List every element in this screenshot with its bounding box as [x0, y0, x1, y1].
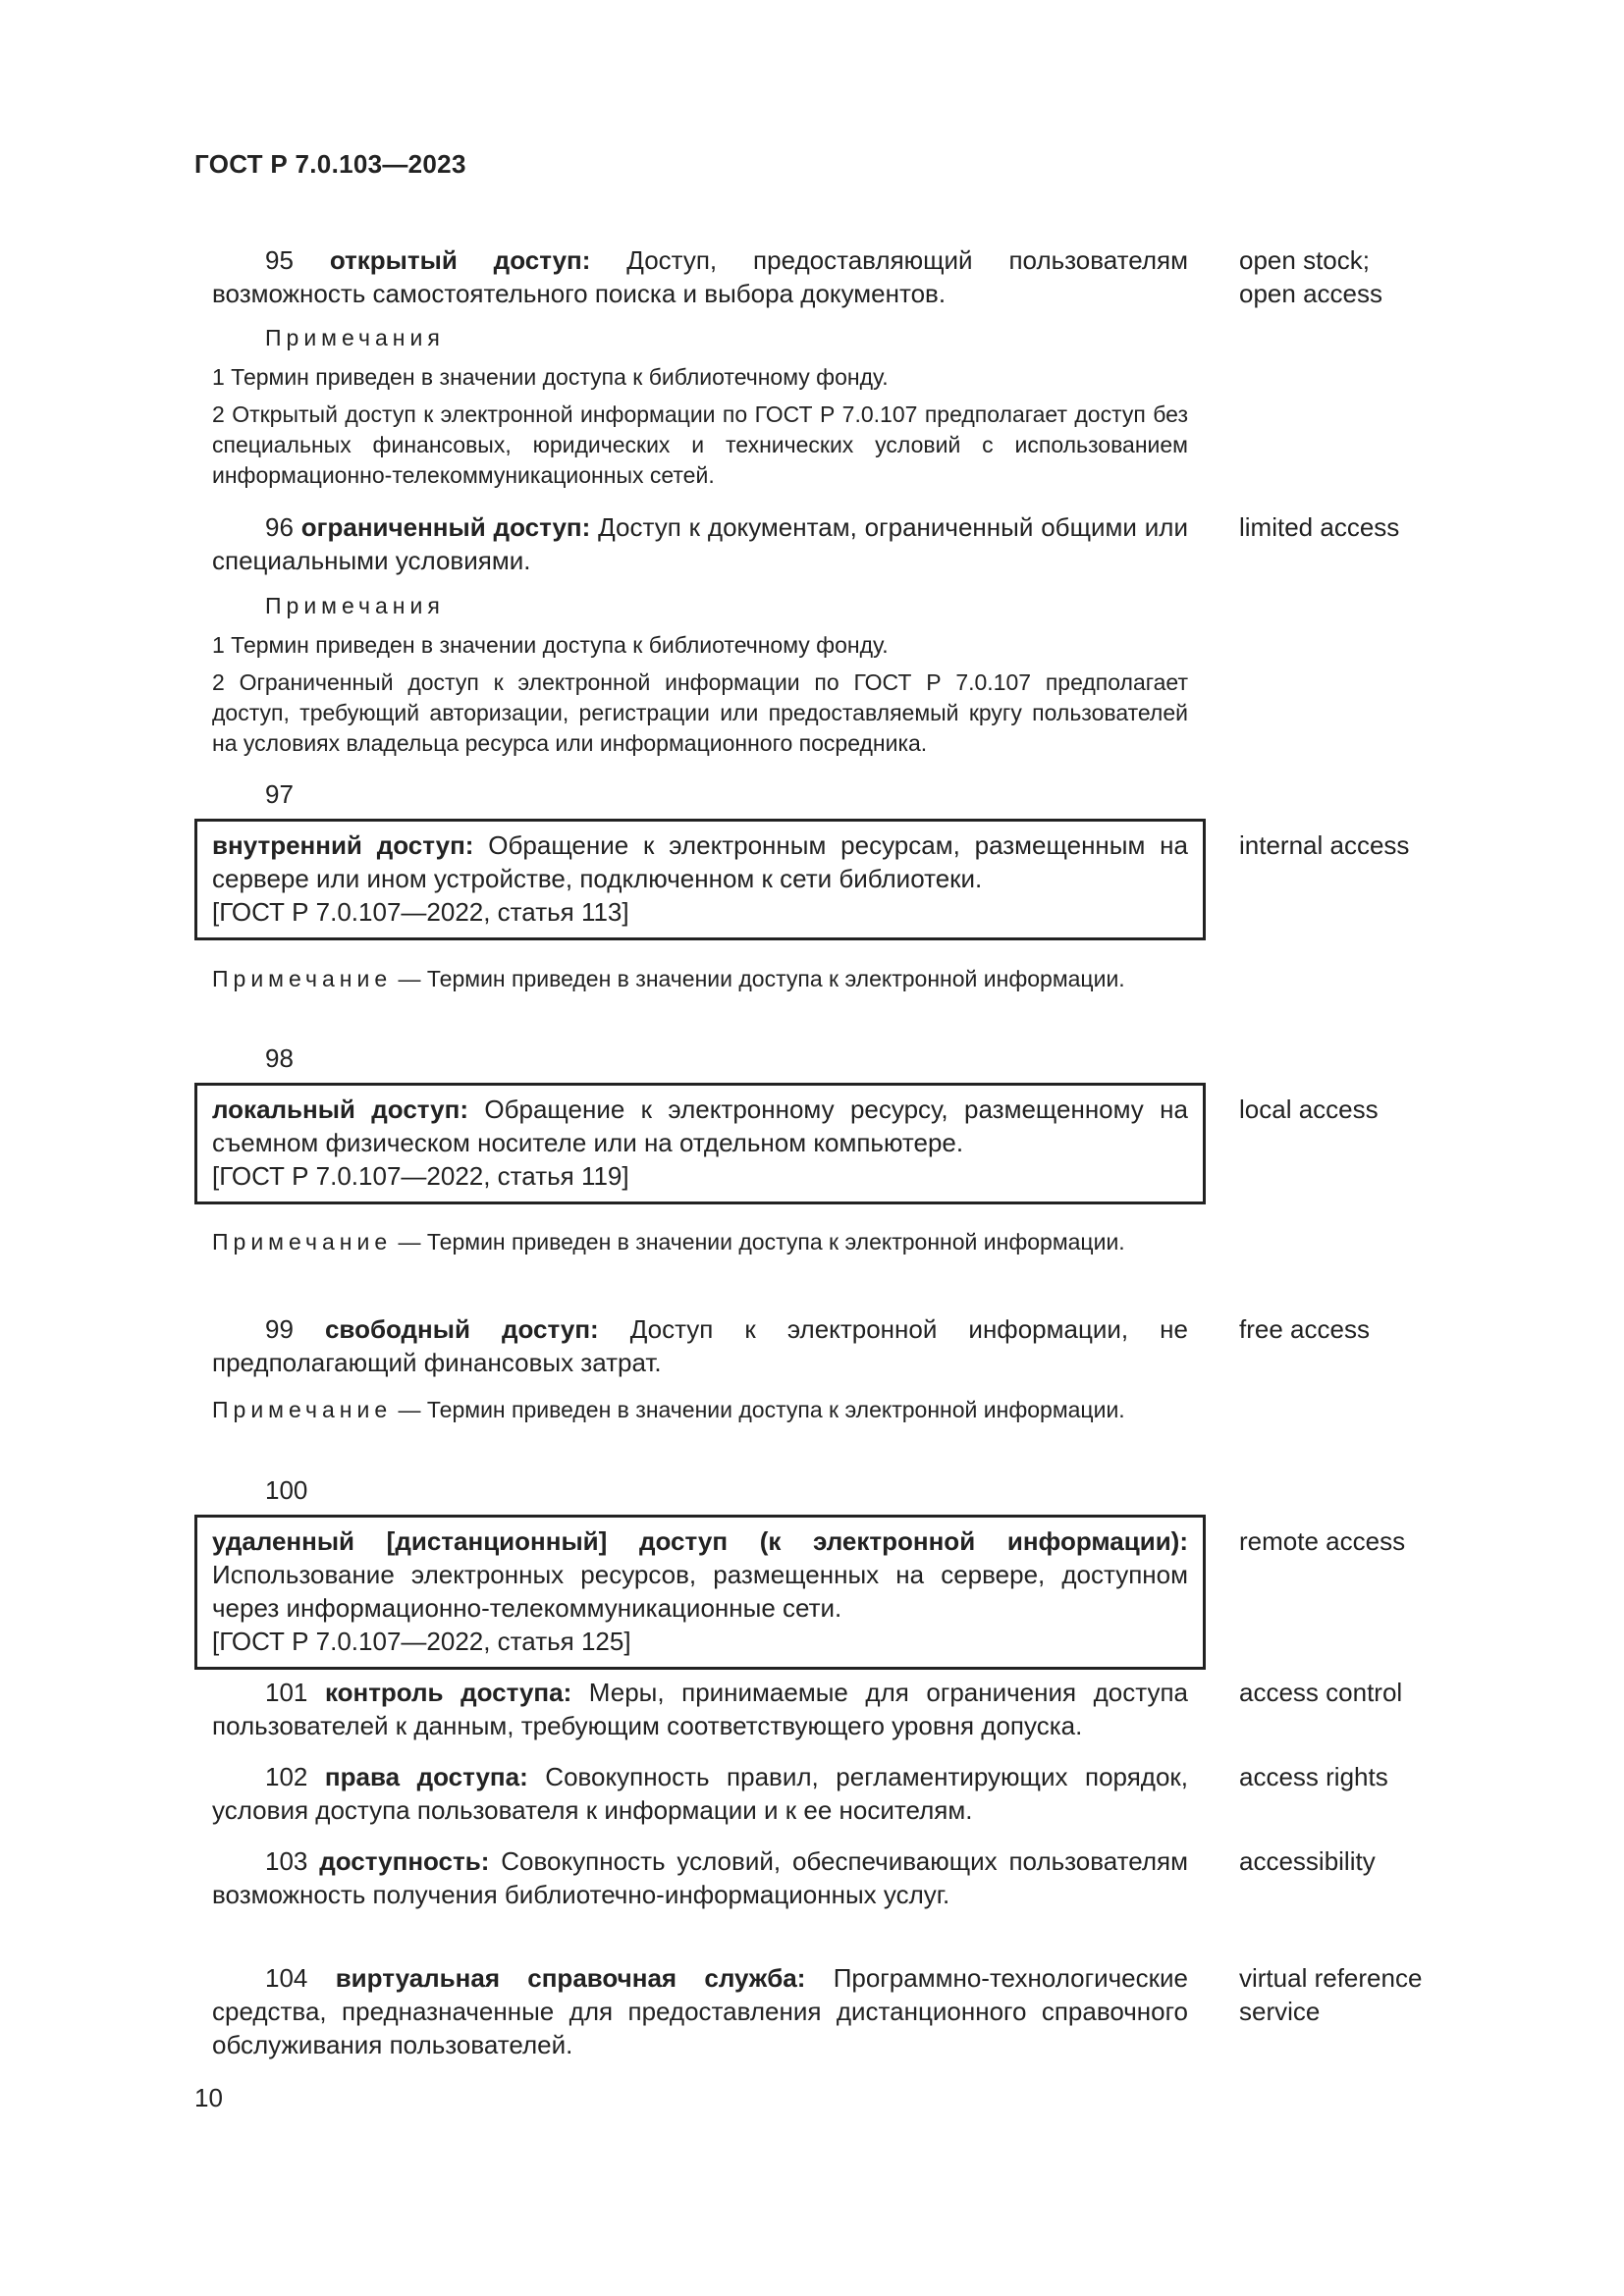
note: Примечание — Термин приведен в значении доступа к электронной информации.	[212, 966, 1125, 991]
term-101: 101 контроль доступа: Меры, принимаемые для ограничения доступа пользователей к данным, требующим соответствующего уровня допуска.	[212, 1678, 1188, 1740]
term-104: 104 виртуальная справочная служба: Программно-технологические средства, предназначенные для предоставления дистанционного справочного обслуживания пользователей.	[212, 1963, 1188, 2059]
term-98-en: local access	[1239, 1095, 1379, 1124]
term-95	[212, 243, 1188, 310]
term-definition: Доступ, предоставляющий пользователям возможность самостоятельного поиска и выбора документов.	[212, 245, 1188, 308]
term-103-en: accessibility	[1239, 1846, 1376, 1876]
term-100-en: remote access	[1239, 1526, 1406, 1556]
term-99: 99 свободный доступ: Доступ к электронной информации, не предполагающий финансовых затрат.	[212, 1314, 1188, 1377]
term-98: локальный доступ: Обращение к электронному ресурсу, размещенному на съемном физическом носителе или на отдельном компьютере. [ГОСТ Р 7.0.107—2022, статья 119]	[212, 1095, 1188, 1191]
term-number: 100	[265, 1475, 308, 1505]
note: Примечание — Термин приведен в значении доступа к электронной информации.	[212, 1397, 1125, 1422]
term-104-en: virtual reference service	[1239, 1963, 1423, 2026]
term-97: внутренний доступ: Обращение к электронным ресурсам, размещенным на сервере или ином устройстве, подключенном к сети библиотеки. [ГОСТ Р 7.0.107—2022, статья 113]	[212, 830, 1188, 927]
note: 2 Ограниченный доступ к электронной информации по ГОСТ Р 7.0.107 предполагает доступ, требующий авторизации, регистрации или предоставляемый кругу пользователей на условиях владельца ресурса или информационного посредника.	[212, 669, 1188, 756]
page-header: ГОСТ Р 7.0.103—2023	[194, 149, 466, 179]
term-number: 97	[265, 779, 294, 809]
note: Примечание — Термин приведен в значении доступа к электронной информации.	[212, 1229, 1125, 1255]
note: 1 Термин приведен в значении доступа к библиотечному фонду.	[212, 632, 889, 658]
notes-heading: Примечания	[265, 593, 445, 618]
term-101-en: access control	[1239, 1678, 1403, 1707]
page-number: 10	[194, 2083, 223, 2112]
term-number: 95	[265, 245, 294, 275]
term-103: 103 доступность: Совокупность условий, обеспечивающих пользователям возможность получения библиотечно-информационных услуг.	[212, 1846, 1188, 1909]
term-name: открытый доступ:	[329, 245, 591, 275]
term-96-en: limited access	[1239, 512, 1400, 542]
term-96: 96 ограниченный доступ: Доступ к документам, ограниченный общими или специальными условиями.	[212, 512, 1188, 575]
term-102-en: access rights	[1239, 1762, 1388, 1791]
term-100: удаленный [дистанционный] доступ (к электронной информации): Использование электронных ресурсов, размещенных на сервере, доступном через информационно-телекоммуникационные сети. [ГОСТ Р 7.0.107—2022, статья 125]	[212, 1526, 1188, 1656]
note: 2 Открытый доступ к электронной информации по ГОСТ Р 7.0.107 предполагает доступ без специальных финансовых, юридических и технических условий с использованием информационно-телекоммуникационных сетей.	[212, 401, 1188, 488]
note: 1 Термин приведен в значении доступа к библиотечному фонду.	[212, 364, 889, 390]
term-number: 98	[265, 1043, 294, 1073]
notes-heading: Примечания	[265, 325, 445, 350]
term-102: 102 права доступа: Совокупность правил, регламентирующих порядок, условия доступа пользователя к информации и к ее носителям.	[212, 1762, 1189, 1825]
term-97-en: internal access	[1239, 830, 1410, 860]
term-95-en: open stock; open access	[1239, 245, 1382, 308]
term-99-en: free access	[1239, 1314, 1370, 1344]
